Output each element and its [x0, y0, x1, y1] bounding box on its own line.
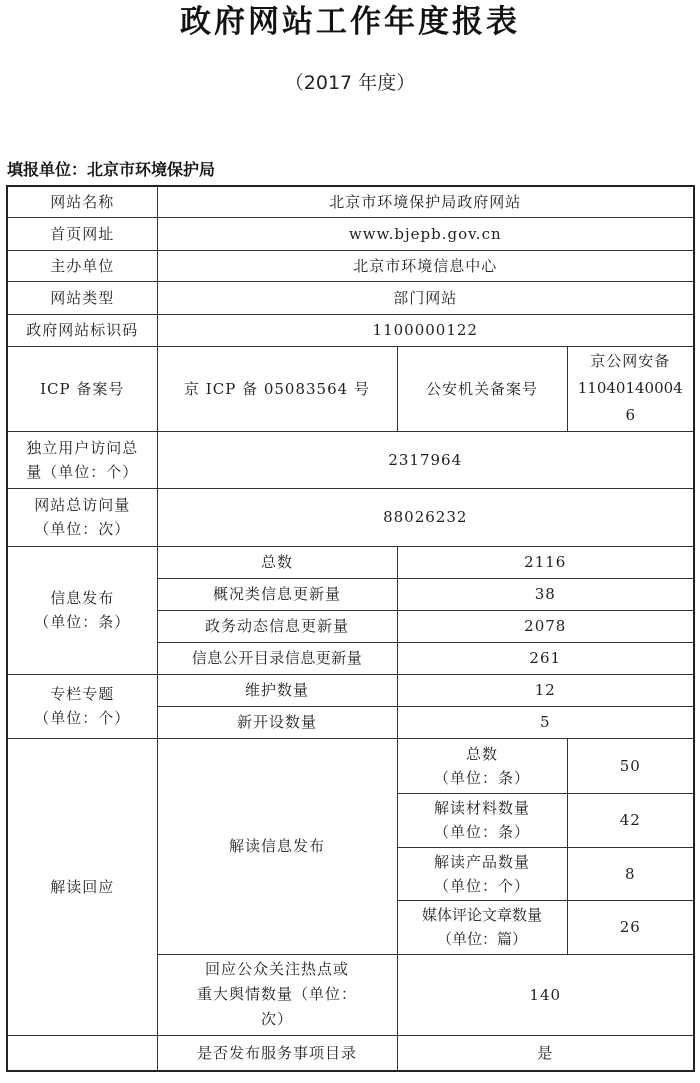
label-line: 总数 — [465, 744, 498, 763]
filler-unit: 填报单位：北京市环境保护局 — [7, 160, 216, 179]
interpret-row-label — [397, 738, 567, 793]
value-unique-visitors: 2317964 — [157, 431, 694, 488]
interpret-row-label — [397, 900, 567, 954]
label-service-catalog: 是否发布服务事项目录 — [157, 1035, 397, 1071]
row-interpret-total — [7, 738, 694, 793]
interpret-row-label — [397, 793, 567, 847]
label-line: 专栏专题 — [50, 685, 115, 703]
label-interpret-publish: 解读信息发布 — [157, 738, 397, 954]
columns-row-label: 维护数量 — [157, 674, 397, 706]
row-site-name — [7, 186, 694, 217]
row-columns-maintained — [7, 674, 694, 706]
label-icp: ICP 备案号 — [7, 346, 157, 431]
label-line: 次） — [260, 1010, 293, 1028]
empty-cell — [7, 1035, 157, 1071]
label-line: 媒体评论文章数量 — [421, 906, 542, 924]
info-publish-row-label: 信息公开目录信息更新量 — [157, 642, 397, 674]
label-unique-visitors — [7, 431, 157, 488]
value-site-name: 北京市环境保护局政府网站 — [157, 186, 694, 217]
value-public-response: 140 — [397, 954, 694, 1035]
row-host-unit — [7, 250, 694, 281]
info-publish-row-label: 概况类信息更新量 — [157, 578, 397, 610]
label-line: （单位：次） — [34, 520, 131, 538]
label-columns-topics — [7, 674, 157, 738]
info-publish-row-label: 总数 — [157, 546, 397, 578]
label-line: （单位：条） — [433, 768, 530, 787]
value-police-record — [567, 346, 694, 431]
report-table — [6, 185, 695, 1072]
report-year: （2017 年度） — [284, 72, 416, 94]
interpret-row-label — [397, 847, 567, 900]
row-homepage-url — [7, 217, 694, 250]
label-line: （单位：个） — [433, 876, 530, 895]
police-record-line2: 11040140004 — [577, 379, 683, 397]
label-interpret-response: 解读回应 — [7, 738, 157, 1035]
label-site-name: 网站名称 — [7, 186, 157, 217]
police-record-line1: 京公网安备 — [590, 352, 671, 370]
value-homepage-url: www.bjepb.gov.cn — [157, 217, 694, 250]
label-line: 解读产品数量 — [433, 852, 530, 871]
label-line: 量（单位：个） — [26, 462, 139, 481]
value-host-unit: 北京市环境信息中心 — [157, 250, 694, 281]
info-publish-row-value: 261 — [397, 642, 694, 674]
label-line: （单位：条） — [433, 823, 530, 841]
info-publish-row-value: 2116 — [397, 546, 694, 578]
value-icp: 京 ICP 备 05083564 号 — [157, 346, 397, 431]
interpret-row-value: 50 — [567, 738, 694, 793]
label-line: （单位：条） — [34, 613, 131, 631]
label-line: （单位：个） — [34, 709, 131, 727]
value-site-id-code: 1100000122 — [157, 314, 694, 346]
report-title: 政府网站工作年度报表 — [180, 4, 520, 40]
label-police-record: 公安机关备案号 — [397, 346, 567, 431]
label-line: 信息发布 — [50, 589, 115, 607]
label-host-unit: 主办单位 — [7, 250, 157, 281]
info-publish-row-label: 政务动态信息更新量 — [157, 610, 397, 642]
interpret-row-value: 8 — [567, 847, 694, 900]
row-icp — [7, 346, 694, 431]
row-site-id-code — [7, 314, 694, 346]
row-info-publish-total — [7, 546, 694, 578]
police-record-line3: 6 — [625, 406, 636, 424]
label-homepage-url: 首页网址 — [7, 217, 157, 250]
label-public-response — [157, 954, 397, 1035]
row-service-catalog — [7, 1035, 694, 1071]
value-site-type: 部门网站 — [157, 281, 694, 314]
interpret-row-value: 26 — [567, 900, 694, 954]
label-info-publish — [7, 546, 157, 674]
info-publish-row-value: 2078 — [397, 610, 694, 642]
label-line: 回应公众关注热点或 — [204, 960, 349, 978]
row-site-type — [7, 281, 694, 314]
value-service-catalog: 是 — [397, 1035, 694, 1071]
columns-row-value: 12 — [397, 674, 694, 706]
info-publish-row-value: 38 — [397, 578, 694, 610]
columns-row-value: 5 — [397, 706, 694, 738]
label-line: （单位：篇） — [436, 930, 527, 948]
label-line: 重大舆情数量（单位： — [196, 985, 357, 1003]
label-line: 独立用户访问总 — [26, 438, 139, 457]
interpret-row-value: 42 — [567, 793, 694, 847]
columns-row-label: 新开设数量 — [157, 706, 397, 738]
row-unique-visitors — [7, 431, 694, 488]
label-site-type: 网站类型 — [7, 281, 157, 314]
label-total-visits — [7, 488, 157, 546]
label-line: 网站总访问量 — [34, 496, 131, 514]
row-total-visits — [7, 488, 694, 546]
label-site-id-code: 政府网站标识码 — [7, 314, 157, 346]
value-total-visits: 88026232 — [157, 488, 694, 546]
label-line: 解读材料数量 — [433, 799, 530, 817]
